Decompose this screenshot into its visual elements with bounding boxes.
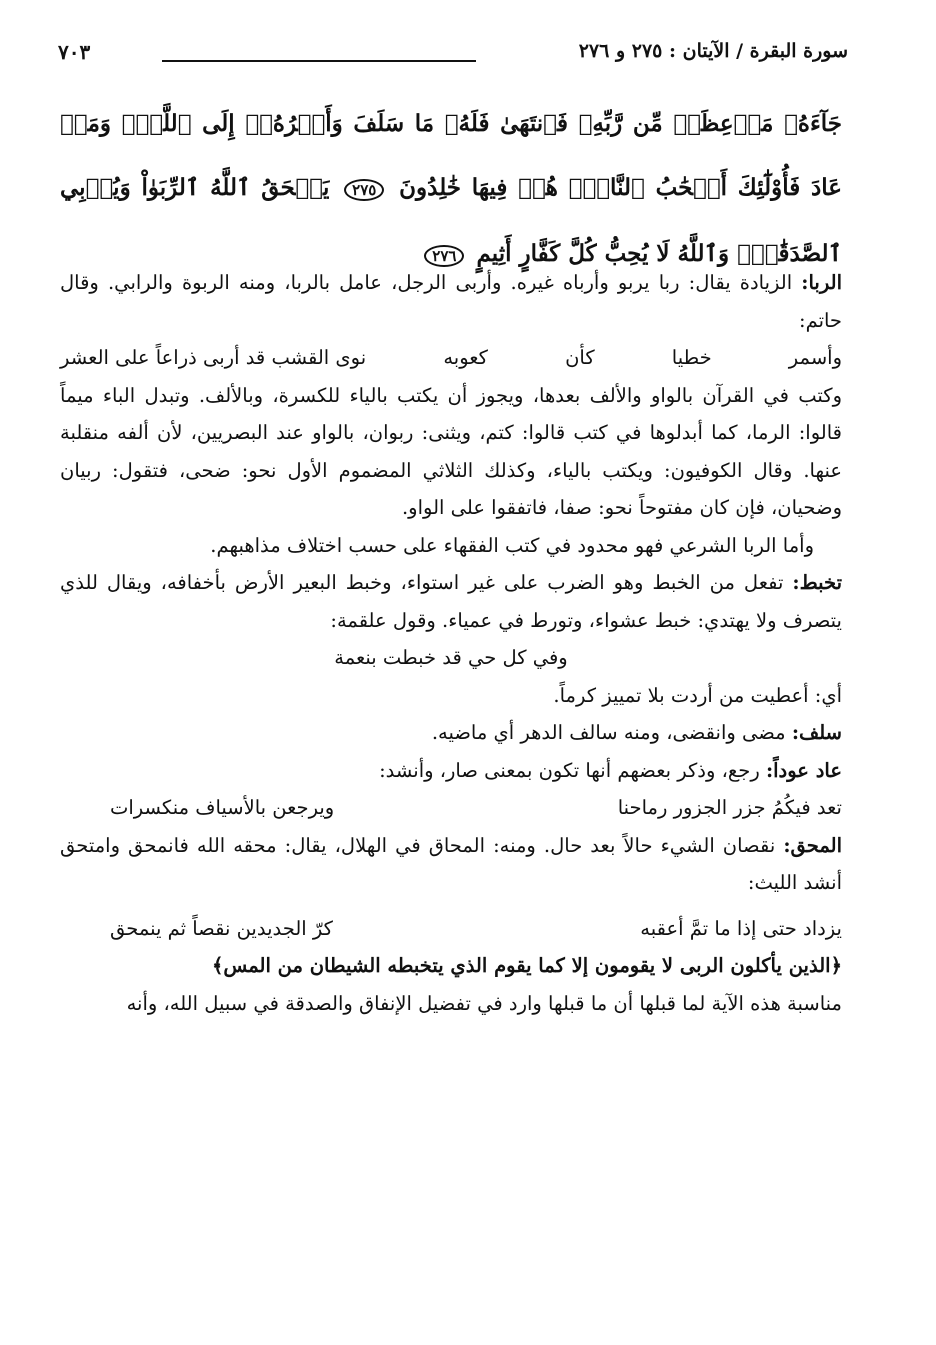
salaf-term: سلف: [791,721,842,744]
verse-276-text: يَمۡحَقُ ٱللَّهُ ٱلرِّبَوٰاْ وَيُرۡبِي ٱلصَّدَقَٰتِۗ وَٱللَّهُ لَا يُحِبُّ كُلَّ كَفَّارٍ أَثِيمٍ [60,174,842,267]
header-rule [162,60,476,62]
poem-layth [60,910,842,948]
mahq-definition [60,827,842,902]
verse-heading: ﴿الذين يأكلون الربى لا يقومون إلا كما يقوم الذي يتخبطه الشيطان من المس﴾ [211,954,842,977]
takhabbat-term: تخبط: [792,571,842,594]
verse-number-275: ٢٧٥ [344,179,384,201]
writing-paragraph: وكتب في القرآن بالواو والألف بعدها، ويجوز أن يكتب بالياء للكسرة، وبالألف. وتبدل الباء ميماً قالوا: الرما، كما أبدلوها في كتب قالوا: كتم، ويثنى: ربوان، بالواو عند البصريين، لأن ألفه منقلبة عنها. وقال الكوفيون: ويكتب بالياء، وكذلك الثلاثي المضموم الأول نحو: ضحى، فتقول: ربيان وضحيان، فإن كان مفتوحاً نحو: صفا، فاتفقوا على الواو. [60,383,842,519]
poem-hatim-word-4: كعوبه [443,346,488,369]
mahq-term: المحق: [783,833,842,857]
sharia-riba-paragraph: وأما الربا الشرعي فهو محدود في كتب الفقهاء على حسب اختلاف مذاهبهم. [210,533,814,557]
page-number: ٧٠٣ [58,40,91,64]
poem-hatim-word-2: خطيا [671,346,712,369]
poem-hatim [60,339,842,377]
poem-hatim-word-1: وأسمر [788,346,842,369]
surah-title: سورة البقرة / الآيتان : ٢٧٥ و ٢٧٦ [578,40,848,62]
poem-alqama: وفي كل حي قد خبطت بنعمة [334,646,568,669]
aad-definition [60,752,842,790]
spacer [60,902,842,910]
poem-aad [60,789,842,827]
takhabbat-text: تفعل من الخبط وهو الضرب على غير استواء، وخبط البعير الأرض بأخفافه، ويقال للذي يتصرف ولا يهتدي: خبط عشواء، وتورط في عمياء. وقول علقمة: [60,571,842,632]
munasaba-paragraph: مناسبة هذه الآية لما قبلها أن ما قبلها وارد في تفضيل الإنفاق والصدقة في سبيل الله، وأنه [126,991,842,1015]
poem-layth-hemistich-1: يزداد حتى إذا ما تمَّ أعقبه [640,916,842,940]
aad-text: رجع، وذكر بعضهم أنها تكون بمعنى صار، وأنشد: [379,758,760,782]
takhabbat-definition [60,564,842,639]
verse-275-text: جَآءَهُۥ مَوۡعِظَةٞ مِّن رَّبِّهِۦ فَٱنتَهَىٰ فَلَهُۥ مَا سَلَفَ وَأَمۡرُهُۥٓ إِلَى ٱللَّهِۖ وَمَنۡ عَادَ فَأُوْلَٰٓئِكَ أَصۡحَٰبُ ٱلنَّارِۖ هُمۡ فِيهَا خَٰلِدُونَ [60,110,843,201]
page-header [58,36,848,76]
poem-aad-hemistich-1: تعد فيكُمُ جزر الجزور رماحنا [617,796,842,819]
mahq-text: نقصان الشيء حالاً بعد حال. ومنه: المحاق في الهلال، يقال: محقه الله فانمحق وامتحق أنشد الليث: [60,833,842,894]
salaf-text: مضى وانقضى، ومنه سالف الدهر أي ماضيه. [431,721,786,744]
poem-hatim-hemistich-2: نوى القشب قد أربى ذراعاً على العشر [60,346,367,369]
commentary-body [60,264,842,1022]
riba-text: الزيادة يقال: ربا يربو وأرباه غيره. وأربى الرجل، عامل بالربا، ومنه الربوة والرابي. وقال حاتم: [60,271,842,332]
poem-layth-hemistich-2: كرّ الجديدين نقصاً ثم ينمحق [110,916,333,940]
verse-number-276: ٢٧٦ [424,245,464,267]
quran-verses [60,92,842,288]
salaf-definition [60,714,842,752]
poem-hatim-word-3: كأن [565,346,595,369]
poem-alqama-explanation: أي: أعطيت من أردت بلا تمييز كرماً. [553,683,842,707]
poem-aad-hemistich-2: ويرجعن بالأسياف منكسرات [110,796,335,819]
riba-term: الربا: [801,271,842,294]
aad-term: عاد عوداً: [765,758,842,782]
riba-definition [60,264,842,339]
